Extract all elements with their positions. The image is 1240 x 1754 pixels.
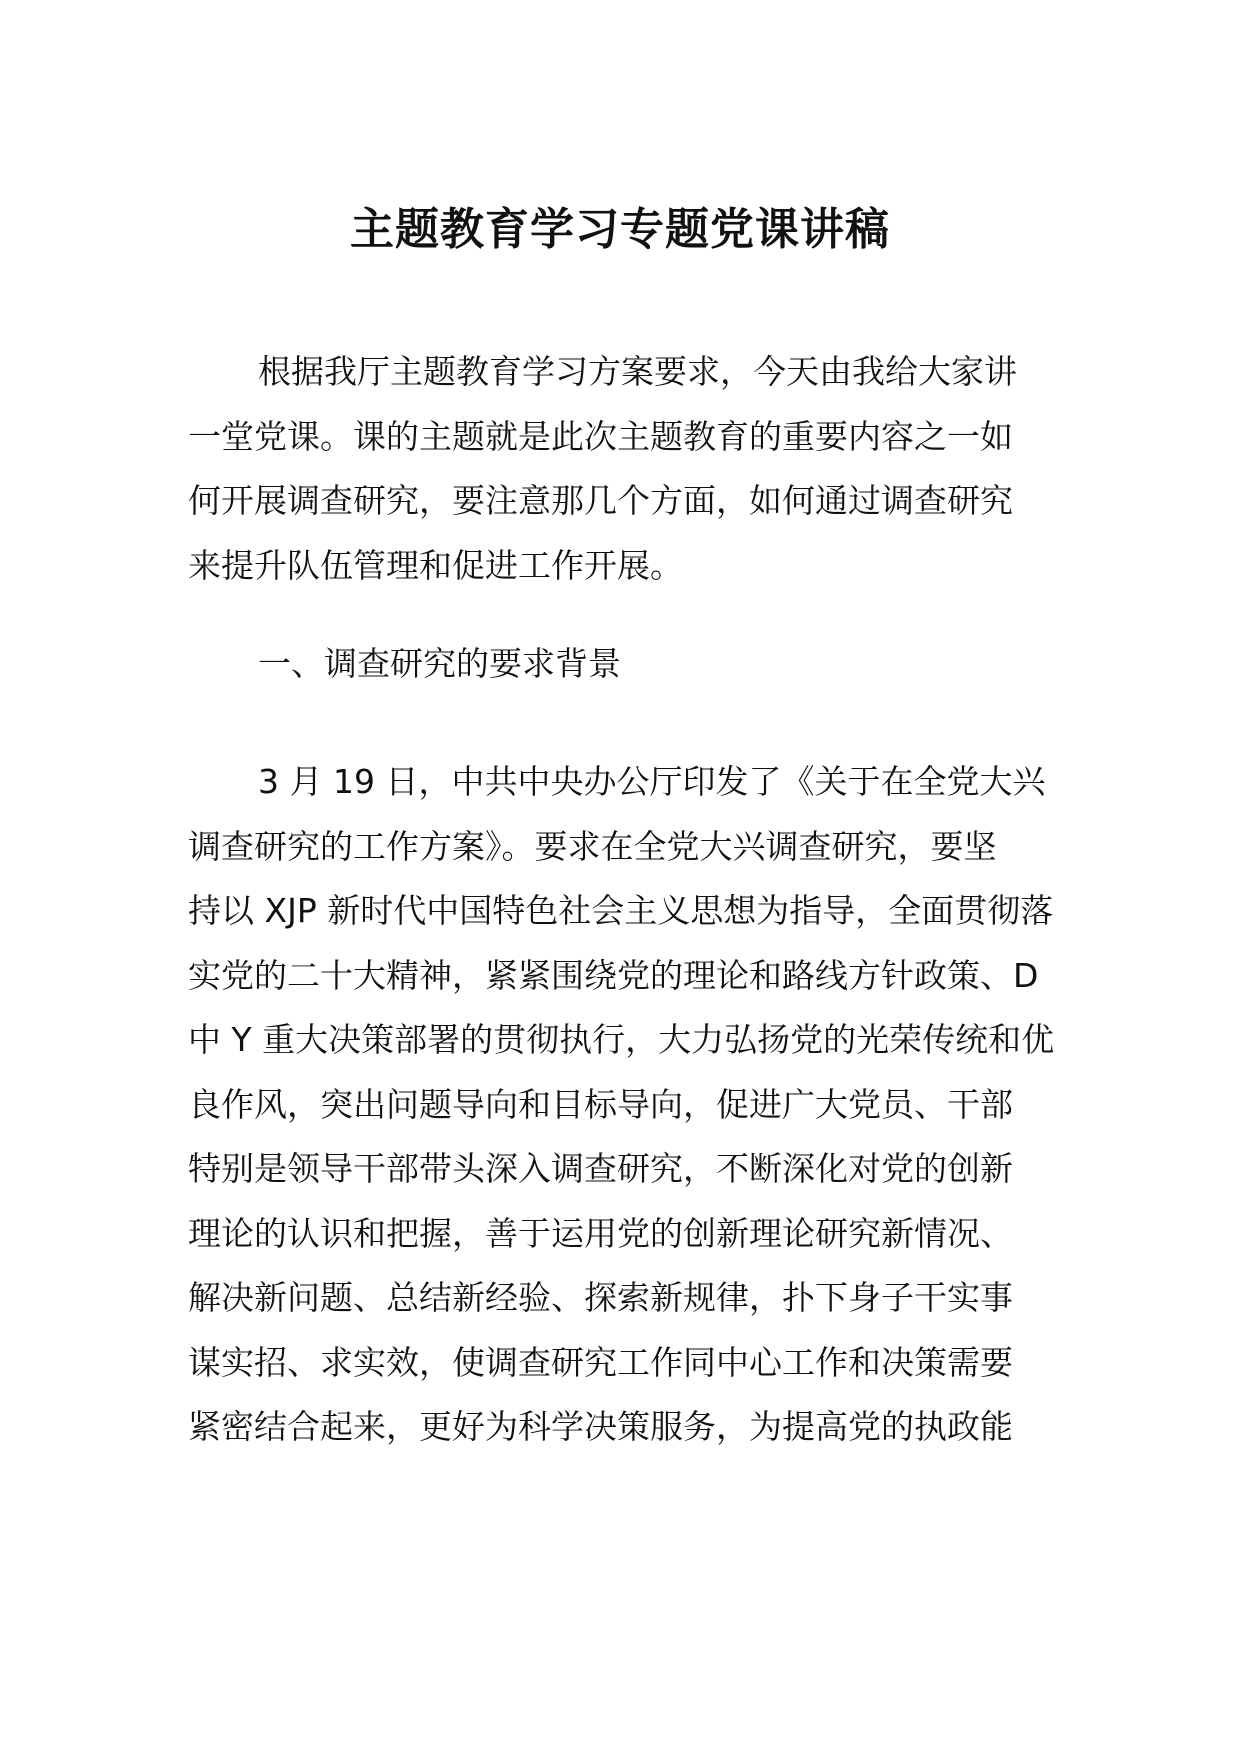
paragraph-line: 何开展调查研究，要注意那几个方面，如何通过调查研究 [188, 481, 1013, 520]
paragraph-background [188, 750, 1058, 1460]
paragraph-line: 中 Y 重大决策部署的贯彻执行，大力弘扬党的光荣传统和优 [188, 1020, 1055, 1059]
document-title: 主题教育学习专题党课讲稿 [350, 204, 890, 255]
paragraph-line: 调查研究的工作方案》。要求在全党大兴调查研究，要坚 [188, 826, 997, 866]
paragraph-intro [188, 340, 1058, 598]
paragraph-line: 理论的认识和把握，善于运用党的创新理论研究新情况、 [188, 1213, 1013, 1253]
paragraph-line: 3 月 19 日，中共中央办公厅印发了《关于在全党大兴 [258, 762, 1046, 801]
paragraph-line: 解决新问题、总结新经验、探索新规律，扑下身子干实事 [188, 1278, 1013, 1317]
section-heading-text: 一、调查研究的要求背景 [258, 644, 621, 683]
paragraph-line: 根据我厅主题教育学习方案要求，今天由我给大家讲 [258, 352, 1017, 391]
paragraph-line: 一堂党课。课的主题就是此次主题教育的重要内容之一如 [188, 416, 1013, 456]
paragraph-line: 特别是领导干部带头深入调查研究，不断深化对党的创新 [188, 1149, 1013, 1188]
paragraph-line: 来提升队伍管理和促进工作开展。 [188, 545, 683, 585]
paragraph-line: 良作风，突出问题导向和目标导向，促进广大党员、干部 [188, 1084, 1013, 1124]
paragraph-line: 紧密结合起来，更好为科学决策服务，为提高党的执政能 [188, 1407, 1013, 1446]
paragraph-line: 谋实招、求实效，使调查研究工作同中心工作和决策需要 [188, 1342, 1013, 1382]
paragraph-line: 持以 XJP 新时代中国特色社会主义思想为指导，全面贯彻落 [188, 891, 1054, 930]
section-heading [188, 632, 1058, 697]
paragraph-line: 实党的二十大精神，紧紧围绕党的理论和路线方针政策、D [188, 955, 1039, 995]
